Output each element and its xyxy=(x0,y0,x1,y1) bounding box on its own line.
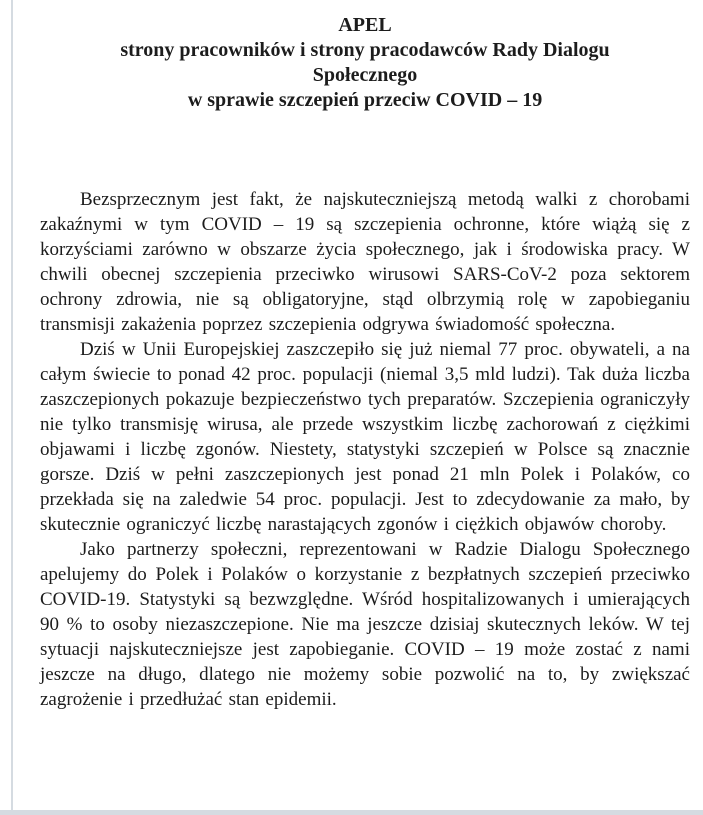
heading-line-2: strony pracowników i strony pracodawców Rady Dialogu xyxy=(120,39,610,61)
page-bottom-edge-line xyxy=(0,810,703,815)
document-body xyxy=(40,187,690,712)
page-left-edge-line xyxy=(11,0,13,810)
paragraph-2: Dziś w Unii Europejskiej zaszczepiło się już niemal 77 proc. obywateli, a na całym świecie to ponad 42 proc. populacji (niemal 3,5 mld ludzi). Tak duża liczba zaszczepionych pokazuje bezpieczeństwo tych preparatów. Szczepienia ograniczyły nie tylko transmisję wirusa, ale przede wszystkim liczbę zachorowań z ciężkimi objawami i liczbę zgonów. Niestety, statystyki szczepień w Polsce są znacznie gorsze. Dziś w pełni zaszczepionych jest ponad 21 mln Polek i Polaków, co przekłada się na zaledwie 54 proc. populacji. Jest to zdecydowanie za mało, by skutecznie ograniczyć liczbę narastających zgonów i ciężkich objawów choroby. xyxy=(40,339,690,535)
heading-line-1: APEL xyxy=(338,14,392,36)
document-heading xyxy=(40,0,690,113)
paragraph-1: Bezsprzecznym jest fakt, że najskuteczniejszą metodą walki z chorobami zakaźnymi w tym COVID – 19 są szczepienia ochronne, które wiążą się z korzyściami zarówno w obszarze życia społecznego, jak i środowiska pracy. W chwili obecnej szczepienia przeciwko wirusowi SARS-CoV-2 poza sektorem ochrony zdrowia, nie są obligatoryjne, stąd olbrzymią rolę w zapobieganiu transmisji zakażenia poprzez szczepienia odgrywa świadomość społeczna. xyxy=(40,189,690,335)
heading-line-3: Społecznego xyxy=(312,64,418,86)
heading-line-4: w sprawie szczepień przeciw COVID – 19 xyxy=(187,89,543,111)
paragraph-3: Jako partnerzy społeczni, reprezentowani w Radzie Dialogu Społecznego apelujemy do Polek i Polaków o korzystanie z bezpłatnych szczepień przeciwko COVID-19. Statystyki są bezwzględne. Wśród hospitalizowanych i umierających 90 % to osoby niezaszczepione. Nie ma jeszcze dzisiaj skutecznych leków. W tej sytuacji najskuteczniejsze jest zapobieganie. COVID – 19 może zostać z nami jeszcze na długo, dlatego nie możemy sobie pozwolić na to, by zwiększać zagrożenie i przedłużać stan epidemii. xyxy=(40,539,690,710)
